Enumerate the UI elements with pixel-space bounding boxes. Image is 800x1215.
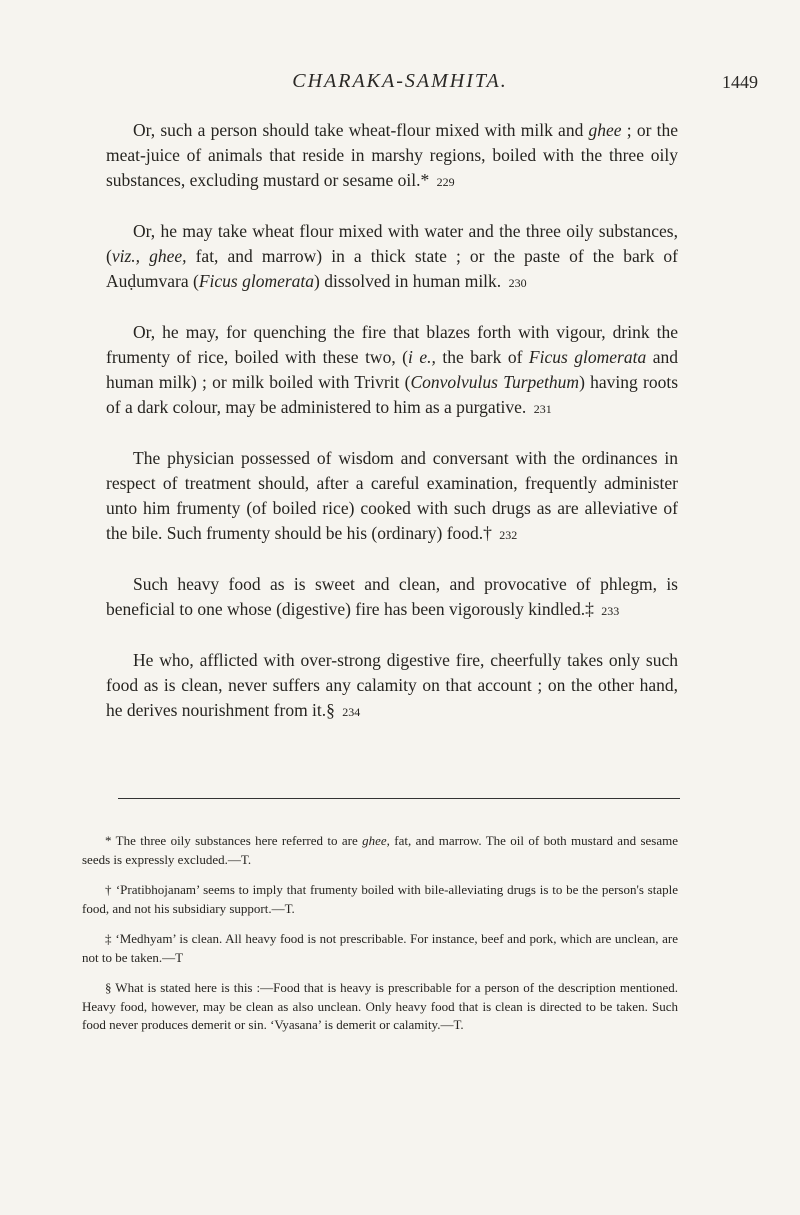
text: Or, he may, for quenching the fire that blazes forth with vigour, drink the frumenty of rice, boiled with these two, ( [106, 322, 678, 367]
text: Or, he may take wheat flour mixed with water and the three oily substances, ( [106, 221, 678, 266]
text: the bark of [435, 347, 529, 367]
verse-number: 230 [508, 276, 527, 290]
text: ) dissolved in human milk. [314, 271, 506, 291]
italic-term: i e., [408, 347, 436, 367]
text: He who, afflicted with over-strong digestive fire, cheerfully takes only such food as is clean, never suffers any calamity on that account ; on the other hand, he derives nourishment from it.§ [106, 650, 678, 720]
text: fat, and marrow. The oil of both mustard and sesame seeds is expressly excluded.—T. [82, 833, 678, 867]
footnotes [82, 832, 678, 1035]
footnote-section: § What is stated here is this :—Food that is heavy is prescribable for a person of the description mentioned. Heavy food, however, may be clean as also unclean. Only heavy food that is clean is directed to be taken. Such food never produces demerit or sin. ‘Vyasana’ is demerit or calamity.—T. [82, 980, 678, 1032]
text: Such heavy food as is sweet and clean, and provocative of phlegm, is beneficial to one whose (digestive) fire has been vigorously kindled.‡ [106, 574, 678, 619]
running-title: CHARAKA-SAMHITA. [292, 70, 508, 92]
italic-term: viz., ghee, [111, 246, 187, 266]
page-number: 1449 [722, 72, 758, 92]
verse-number: 232 [499, 528, 518, 542]
paragraph-230 [106, 219, 678, 296]
footnote-dagger: † ‘Pratibhojanam’ seems to imply that frumenty boiled with bile-alleviating drugs is to be the person's staple food, and not his subsidiary support.—T. [82, 882, 678, 916]
footnote-double-dagger: ‡ ‘Medhyam’ is clean. All heavy food is not prescribable. For instance, beef and pork, which are unclean, are not to be taken.—T [82, 931, 678, 965]
verse-number: 233 [601, 604, 620, 618]
italic-term: ghee [588, 120, 622, 140]
verse-number: 229 [436, 175, 455, 189]
verse-number: 234 [342, 705, 361, 719]
italic-term: Ficus glomerata [198, 271, 315, 291]
text: ; or the meat-juice of animals that reside in marshy regions, boiled with the three oily substances, excluding mustard or sesame oil.* [106, 120, 679, 190]
text: The physician possessed of wisdom and conversant with the ordinances in respect of treatment should, after a careful examination, frequently administer unto him frumenty (of boiled rice) cooked with such drugs as are alleviative of the bile. Such frumenty should be his (ordinary) food.† [106, 448, 678, 543]
italic-term: Ficus glomerata [528, 347, 647, 367]
text: Or, such a person should take wheat-flour mixed with milk and [133, 120, 589, 140]
italic-term: Convolvulus Turpethum [410, 372, 580, 392]
footnote-divider [118, 798, 680, 799]
footnote-asterisk [82, 832, 678, 869]
paragraph-231 [106, 320, 678, 422]
text: fat, and marrow) in a thick state ; or the paste of the bark of Auḍumvara ( [106, 246, 678, 291]
text: ) having roots of a dark colour, may be administered to him as a purgative. [106, 372, 679, 417]
verse-number: 231 [533, 402, 552, 416]
text: and human milk) ; or milk boiled with Trivrit ( [106, 347, 678, 392]
paragraph-233 [106, 572, 678, 624]
paragraph-232 [106, 446, 678, 548]
text: * The three oily substances here referred to are [105, 833, 363, 848]
paragraph-234 [106, 648, 678, 725]
body-text [106, 118, 678, 749]
paragraph-229 [106, 118, 678, 195]
italic-term: ghee, [362, 833, 390, 848]
